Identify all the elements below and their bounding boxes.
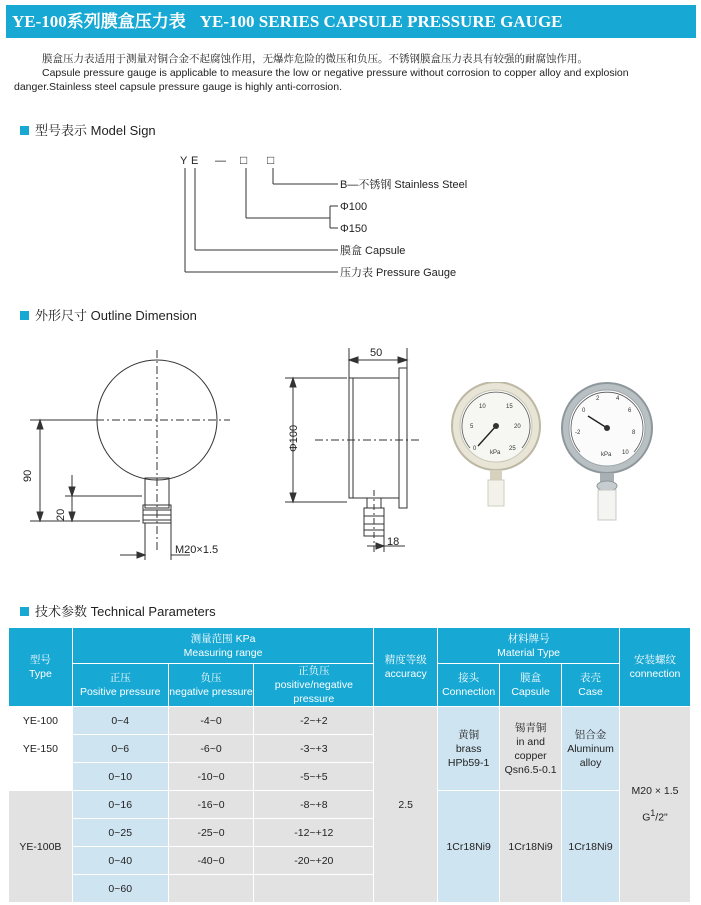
- dim-thread: M20×1.5: [175, 544, 219, 556]
- label-phi150: Φ150: [340, 223, 368, 235]
- cell-positive-2: 0~10: [72, 763, 168, 791]
- cell-posneg-6: [254, 875, 374, 903]
- gauge2-tick-m2: -2: [575, 430, 581, 436]
- cell-negative-4: -25~0: [168, 819, 254, 847]
- cell-positive-6: 0~60: [72, 875, 168, 903]
- th-range: 测量范围 KPa Measuring range: [72, 628, 373, 664]
- cell-negative-1: -6~0: [168, 735, 254, 763]
- code-dash: —: [215, 155, 226, 167]
- th-negative: 负压 negative pressure: [168, 664, 254, 707]
- cell-positive-3: 0~16: [72, 791, 168, 819]
- section-tech: [20, 601, 216, 620]
- section-model-sign: [20, 120, 156, 139]
- th-case: 表壳 Case: [562, 664, 620, 707]
- gauge2-tick-10: 10: [622, 450, 629, 456]
- dim-50: 50: [370, 347, 383, 359]
- code-y: Y: [180, 155, 188, 167]
- cell-negative-6: [168, 875, 254, 903]
- cell-posneg-4: -12~+12: [254, 819, 374, 847]
- gauge2-unit: kPa: [601, 452, 612, 458]
- gauge1-unit: kPa: [490, 450, 501, 456]
- gauge2-tick-2: 2: [596, 396, 600, 402]
- th-positive: 正压 Positive pressure: [72, 664, 168, 707]
- dim-90: 90: [22, 469, 34, 482]
- side-view-drawing: [275, 340, 425, 570]
- cell-joint-brass: 黄铜 brass HPb59-1: [438, 707, 500, 791]
- th-capsule: 膜盒 Capsule: [500, 664, 562, 707]
- th-accuracy: 精度等级 accuracy: [374, 628, 438, 707]
- cell-posneg-3: -8~+8: [254, 791, 374, 819]
- gauge1-tick-20: 20: [514, 424, 521, 430]
- gauge2-tick-4: 4: [616, 396, 620, 402]
- cell-negative-2: -10~0: [168, 763, 254, 791]
- cell-negative-5: -40~0: [168, 847, 254, 875]
- label-capsule: 膜盒 Capsule: [340, 245, 406, 257]
- th-material: 材料牌号 Material Type: [438, 628, 620, 664]
- title-cn: YE-100系列膜盒压力表: [12, 12, 186, 31]
- cell-thread: M20 × 1.5 $G^1/2$": [620, 707, 691, 903]
- title-bar: [6, 5, 696, 38]
- gauge1-tick-5: 5: [470, 424, 474, 430]
- cell-positive-5: 0~40: [72, 847, 168, 875]
- thread-g-half: $G^1/2$": [642, 808, 668, 824]
- gauge1-tick-10: 10: [479, 404, 486, 410]
- cell-accuracy: 2.5: [374, 707, 438, 903]
- th-connection: 安装螺纹 connection: [620, 628, 691, 707]
- bullet-square-icon: [20, 607, 29, 616]
- model-sign-diagram: [170, 148, 500, 288]
- cell-posneg-5: -20~+20: [254, 847, 374, 875]
- code-e: E: [191, 155, 199, 167]
- code-box-2: □: [267, 153, 275, 167]
- front-view-drawing: [20, 345, 260, 570]
- intro-en: Capsule pressure gauge is applicable to measure the low or negative pressure without corrosion to copper alloy and explosion danger.Stainless steel capsule pressure gauge is highly anti-corrosion.: [14, 67, 629, 93]
- cell-posneg-1: -3~+3: [254, 735, 374, 763]
- label-stainless: B—不锈钢 Stainless Steel: [340, 179, 468, 191]
- model-sign-heading: 型号表示 Model Sign: [35, 123, 156, 138]
- cell-model-ye100: YE-100: [9, 707, 73, 735]
- gauge1-tick-0: 0: [473, 446, 477, 452]
- section-outline: [20, 305, 197, 324]
- dim-dia: Φ100: [288, 424, 300, 452]
- tech-params-table: [8, 627, 691, 903]
- gauge-photo-1: [448, 382, 548, 512]
- cell-posneg-2: -5~+5: [254, 763, 374, 791]
- gauge2-tick-0: 0: [582, 408, 586, 414]
- tech-heading: 技术参数 Technical Parameters: [35, 604, 216, 619]
- bullet-square-icon: [20, 311, 29, 320]
- gauge2-tick-6: 6: [628, 408, 632, 414]
- title-en: YE-100 SERIES CAPSULE PRESSURE GAUGE: [199, 12, 563, 31]
- th-joint: 接头 Connection: [438, 664, 500, 707]
- th-model: 型号 Type: [9, 628, 73, 707]
- cell-negative-3: -16~0: [168, 791, 254, 819]
- cell-case-aluminum: 铝合金 Aluminum alloy: [562, 707, 620, 791]
- dim-20: 20: [55, 508, 67, 521]
- label-phi100: Φ100: [340, 201, 368, 213]
- gauge2-tick-8: 8: [632, 430, 636, 436]
- cell-posneg-0: -2~+2: [254, 707, 374, 735]
- cell-capsule-bronze: 锡青铜 in and copper Qsn6.5-0.1: [500, 707, 562, 791]
- th-posneg: 正负压 positive/negative pressure: [254, 664, 374, 707]
- outline-heading: 外形尺寸 Outline Dimension: [35, 308, 197, 323]
- cell-positive-4: 0~25: [72, 819, 168, 847]
- cell-joint-ss: 1Cr18Ni9: [438, 791, 500, 903]
- cell-case-ss: 1Cr18Ni9: [562, 791, 620, 903]
- cell-model-ye100b: YE-100B: [9, 791, 73, 903]
- cell-positive-1: 0~6: [72, 735, 168, 763]
- gauge1-tick-25: 25: [509, 446, 516, 452]
- cell-positive-0: 0~4: [72, 707, 168, 735]
- cell-capsule-ss: 1Cr18Ni9: [500, 791, 562, 903]
- dim-18: 18: [387, 536, 400, 548]
- cell-negative-0: -4~0: [168, 707, 254, 735]
- cell-model-empty: [9, 763, 73, 791]
- label-pressure-gauge: 压力表 Pressure Gauge: [340, 267, 457, 279]
- intro-cn: 膜盒压力表适用于测量对铜合金不起腐蚀作用，无爆炸危险的微压和负压。不锈钢膜盒压力表具有较强的耐腐蚀作用。: [42, 53, 588, 65]
- gauge-photo-2: [560, 382, 660, 527]
- cell-model-ye150: YE-150: [9, 735, 73, 763]
- bullet-square-icon: [20, 126, 29, 135]
- gauge1-tick-15: 15: [506, 404, 513, 410]
- code-box-1: □: [240, 153, 248, 167]
- intro-text: [14, 52, 694, 94]
